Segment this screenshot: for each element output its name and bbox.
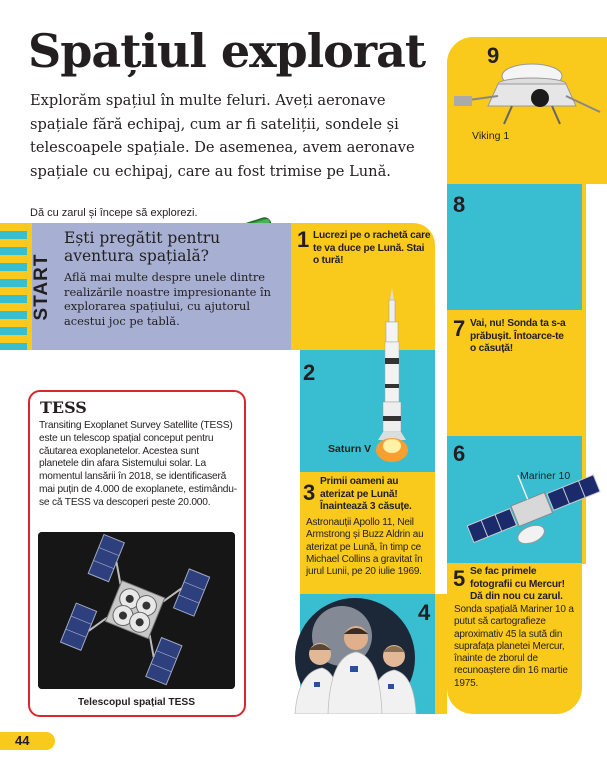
square-7-number: 7 [453, 316, 466, 341]
square-6-number: 6 [453, 441, 466, 466]
apollo-11-crew-image [290, 596, 420, 714]
tess-title: TESS [40, 398, 87, 417]
mariner-10-image [464, 470, 607, 560]
start-text: Află mai multe despre unele dintre realizările noastre impresionante în explorarea spațiului, cu ajutorul acestui joc pe tablă. [64, 270, 272, 328]
start-stripes [0, 223, 27, 350]
square-5-number: 5 [453, 566, 466, 591]
start-heading: Ești pregătit pentru aventura spațială? [64, 229, 221, 265]
viking-1-caption: Viking 1 [472, 130, 510, 142]
page-title: Spațiul explorat [28, 24, 426, 78]
saturn-v-rocket-image [370, 288, 414, 468]
square-5-headline: Se fac primele fotografii cu Mercur! Dă din nou cu zarul. [470, 566, 565, 602]
start-label: START [31, 253, 52, 321]
saturn-v-caption: Saturn V [328, 443, 372, 455]
square-5-text: Sonda spațială Mariner 10 a putut să cartografieze aproximativ 45 la sută din suprafața planetei Mercur, înainte de zborul de recunoaștere din 16 martie 1975. [454, 604, 574, 689]
square-9-number: 9 [487, 43, 500, 68]
square-3-number: 3 [303, 480, 316, 505]
square-2-number: 2 [303, 360, 316, 385]
tess-text: Transiting Exoplanet Survey Satellite (TESS) este un telescop spațial conceput pentru căutarea exoplanetelor. Acestea sunt planetele din afara Sistemului solar. La momentul lansării în 2018, se identificaseră mai puțin de 4.000 de exoplanete, estimându-se că TESS va descoperi peste 20.000. [39, 420, 237, 508]
square-1-text: Lucrezi pe o rachetă care te va duce pe Lună. Stai o tură! [313, 230, 431, 266]
mariner-10-caption: Mariner 10 [520, 470, 571, 482]
tess-caption: Telescopul spațial TESS [77, 697, 195, 708]
intro-paragraph: Explorăm spațiul în multe feluri. Aveți aeronave spațiale fără echipaj, cum ar fi sateliții, sondele și telescoapele spațiale. De asemenea, avem aeronave spațiale cu echipaj, care au fost trimise pe Lună. [30, 92, 415, 180]
square-4-number: 4 [418, 600, 431, 625]
tess-telescope-image [38, 532, 235, 689]
square-3-text: Astronauții Apollo 11, Neil Armstrong și Buzz Aldrin au aterizat pe Lună, în timp ce Michael Collins a gravitat în jurul Lunii, pe 20 iulie 1969. [306, 517, 424, 578]
track-connector-bottom [435, 594, 447, 714]
page-number: 44 [15, 733, 30, 748]
square-1-number: 1 [297, 227, 310, 252]
instruction-text: Dă cu zarul și începe să explorezi. [30, 207, 198, 219]
viking-1-image [452, 58, 602, 126]
square-7-text: Vai, nu! Sonda ta s-a prăbușit. Întoarce-te o căsuță! [470, 318, 566, 354]
square-3-headline: Primii oameni au aterizat pe Lună! Înaintează 3 căsuțe. [320, 476, 412, 512]
square-8-number: 8 [453, 192, 466, 217]
